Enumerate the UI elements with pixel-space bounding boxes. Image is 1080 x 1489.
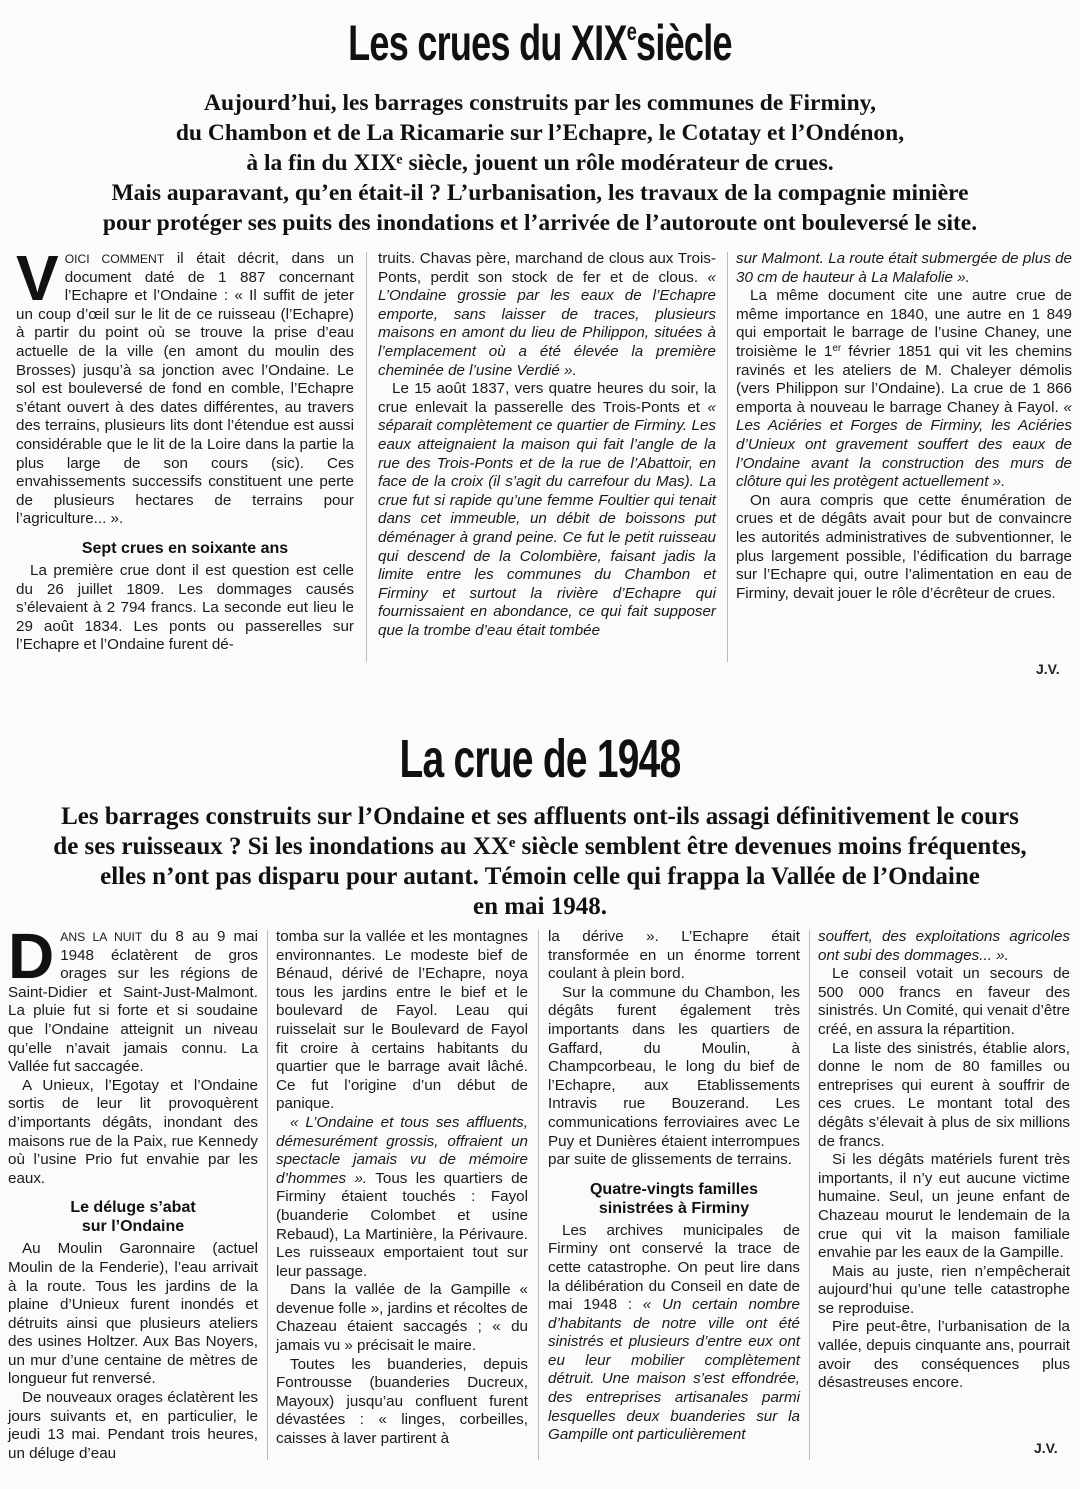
paragraph: tomba sur la vallée et les montagnes environnantes. Le modeste bief de Bénaud, dérivé de l’Echapre, noya tous les jardins entre le bief et le boulevard de Fayol. Leau qui ruisselait sur le Boulevard de Fayol fit croire à certains habitants du quartier que le barrage avait lâché. Ce fut l’origine d’un début de panique. [276, 928, 528, 1113]
paragraph [736, 287, 1072, 492]
dropcap: V [16, 242, 59, 314]
column-divider [267, 930, 268, 1460]
paragraph: Au Moulin Garonnaire (actuel Moulin de la Fenderie), l’eau arrivait à la route. Tous les jardins de la plaine d’Unieux furent inondés et détruits ainsi que plusieurs ateliers des usines Holtzer. Aux Bas Noyers, un mur d’une centaine de mètres de longueur fut renversé. [8, 1240, 258, 1388]
paragraph: On aura compris que cette énumération de crues et de dégâts avait pour but de convaincre les autorités administratives de subventionner, le plus largement possible, l’édification du barrage sur l’Echapre qui, outre l’alimentation en eau de Firminy, devait jouer le rôle d’écrêteur de crues. [736, 491, 1072, 602]
subheading-line: sinistrées à Firminy [598, 1199, 750, 1217]
quote-text: sur Malmont. La route était submergée de plus de 30 cm de hauteur à La Malafolie ». [736, 250, 1072, 286]
quote-text: « Les Aciéries et Forges de Firminy, les Aciéries d’Unieux ont gravement souffert des eaux de l’Ondaine avant la construction des murs de clôture qui les protègent actuellement ». [736, 398, 1072, 491]
lede-line: en mai 1948. [472, 893, 608, 920]
signature: J.V. [1034, 1440, 1058, 1456]
paragraph-text: truits. Chavas père, marchand de clous aux Trois-Ponts, perdit son stock de fer et de clous. [378, 250, 716, 286]
paragraph [548, 1222, 800, 1445]
paragraph-text: février 1851 qui vit les chemins ravinés et les ateliers de M. Chaleyer démolis (vers Philippon sur l’Ondaine). La crue de 1 866 emporta à nouveau le barrage Chaney à Fayol. [736, 342, 1072, 416]
lede-line: à la fin du XIXᵉ siècle, jouent un rôle modérateur de crues. [246, 150, 834, 176]
article2-column-3 [548, 928, 800, 1445]
paragraph: Pire peut-être, l’urbanisation de la vallée, depuis cinquante ans, pourrait avoir des conséquences plus désastreuses encore. [818, 1318, 1070, 1392]
column-divider [727, 252, 728, 662]
article1-column-1 [16, 242, 354, 655]
paragraph [8, 920, 258, 1077]
article2-column-2 [276, 928, 528, 1449]
paragraph [276, 1114, 528, 1281]
quote-text: souffert, des exploitations agricoles ont subi des dommages... ». [818, 928, 1070, 964]
article-crue-1948 [0, 700, 1080, 1489]
quote-text: « séparait complètement ce quartier de Firminy. Les eaux atteignaient la maison qui fait l’angle de la rue des Trois-Ponts et de la rue de l’Abattoir, en face de la croix (il s’agit du carrefour du Mas). La crue fut si rapide qu’une femme Foultier qui tenait dans cet immeuble, un débit de boissons put déménager à grand peine. Ce fut le petit ruisseau qui descend de la Colombière, faisant jadis la limite entre les communes du Chambon et Firminy et surtout la rivière d’Echapre qui fournissaient en abondance, ce qui fait supposer que la trombe d’eau était tombée [378, 398, 716, 639]
lede-line: Aujourd’hui, les barrages construits par les communes de Firminy, [204, 90, 876, 116]
paragraph-text: du 8 au 9 mai 1948 éclatèrent de gros orages sur les régions de Saint-Didier et Saint-Just-Malmont. La pluie fut si forte et si soudaine que l’Ondaine atteignit un niveau qu’elle n’avait jamais connu. La Vallée fut saccagée. [8, 928, 258, 1076]
dropcap: D [8, 920, 55, 992]
article2-column-1 [8, 920, 258, 1463]
column-divider [538, 930, 539, 1460]
lede-line: elles n’ont pas disparu pour autant. Témoin celle qui frappa la Vallée de l’Ondaine [100, 863, 980, 890]
subheading-line: Quatre-vingts familles [589, 1180, 759, 1198]
paragraph [378, 250, 716, 380]
quote-text: « L’Ondaine et tous ses affluents, démesurément grossis, offraient un spectacle jamais vu de mémoire d’hommes ». [276, 1113, 528, 1187]
paragraph: Sur la commune du Chambon, les dégâts furent également très importants dans les quartiers de Gaffard, du Moulin, à Champcorbeau, le long du bief de l’Echapre, aux Etablissements Intravis rue Bouzerand. Les communications ferroviaires avec Le Puy et Dunières étaient interrompues par suite de glissements de terrains. [548, 983, 800, 1169]
article2-column-4 [818, 928, 1070, 1393]
lede-line: Les barrages construits sur l’Ondaine et ses affluents ont-ils assagi définitivement le cours [61, 803, 1019, 830]
paragraph [16, 242, 354, 529]
paragraph-text: Les archives municipales de Firminy ont conservé la trace de cette catastrophe. On peut lire dans la délibération du Conseil en date de mai 1948 : [548, 1221, 800, 1314]
lede-line: du Chambon et de La Ricamarie sur l’Echapre, le Cotatay et l’Ondénon, [175, 120, 905, 146]
paragraph: La première crue dont il est question est celle du 26 juillet 1809. Les dommages causés s’élevaient à 2 794 francs. La seconde eut lieu le 29 août 1834. Les ponts ou passerelles sur l’Echapre et l’Ondaine furent dé- [16, 561, 354, 654]
paragraph [818, 928, 1070, 965]
paragraph-text: il était décrit, dans un document daté de 1 887 concernant l’Echapre et l’Ondaine : « Il suffit de jeter un coup d’œil sur le lit de ce ruisseau (l’Echapre) à partir du point où se trouve la prise d’eau actuelle de la ville (en amont du moulin des Brosses) jusqu’à sa jonction avec l’Ondaine. Le sol est bouleversé de fond en comble, l’Echapre s’étant ouvert à des dates différentes, au travers des terrains, plusieurs lits dont l’étendue est aussi considérable que le lit de la Loire dans la partie la plus large de son cours (sic). Ces envahissements successifs constituent une perte de plusieurs hectares de terrains pour l’agriculture... ». [16, 250, 354, 528]
lede-line: de ses ruisseaux ? Si les inondations au XXᵉ siècle semblent être devenues moins fréquentes, [53, 833, 1027, 860]
article2-lede [0, 802, 1080, 922]
paragraph: Mais au juste, rien n’empêcherait aujourd’hui qu’une telle catastrophe se reproduise. [818, 1262, 1070, 1317]
signature: J.V. [1036, 661, 1060, 677]
article1-lede [0, 88, 1080, 238]
paragraph-text: Tous les quartiers de Firminy étaient touchés : Fayol (buanderie Colombet et usine Rebaud), La Martinière, la Périvaure. Les ruisseaux emportaient tout sur leur passage. [276, 1169, 528, 1280]
paragraph: la dérive ». L’Echapre était transformée en un énorme torrent coulant à plein bord. [548, 928, 800, 983]
paragraph: De nouveaux orages éclatèrent les jours suivants et, en particulier, le jeudi 13 mai. Pendant trois heures, un déluge d’eau [8, 1389, 258, 1462]
superscript: er [832, 343, 842, 355]
article1-column-3 [736, 250, 1072, 603]
paragraph: Toutes les buanderies, depuis Fontrousse (buanderies Ducreux, Mayoux) jusqu’au confluent furent dévastées : « linges, corbeilles, caisses à laver partirent à [276, 1355, 528, 1448]
subheading-line: sur l’Ondaine [81, 1218, 185, 1236]
paragraph: A Unieux, l’Egotay et l’Ondaine sortis de leur lit provoquèrent d’importants dégâts, inondant des maisons rue de la Paix, rue Kennedy où l’usine Prio fut envahie par les eaux. [8, 1076, 258, 1187]
paragraph-text: Le 15 août 1837, vers quatre heures du soir, la crue enlevait la passerelle des Trois-Ponts et [378, 380, 716, 416]
article1-column-2 [378, 250, 716, 640]
article2-title: La crue de 1948 [399, 729, 681, 789]
quote-text: « L’Ondaine grossie par les eaux de l’Echapre emporte, sans laisser de traces, plusieurs maisons en amont du lieu de Philippon, situées à l’emplacement où a été élevée la première cheminée de l’usine Verdié ». [378, 268, 716, 379]
column-divider [366, 252, 367, 662]
paragraph: La liste des sinistrés, établie alors, donne le nom de 80 familles ou entreprises qui eurent à souffrir de ces crues. Le montant total des dégâts s’élevait à plus de six millions de francs. [818, 1039, 1070, 1150]
paragraph [736, 250, 1072, 287]
article1-title: Les crues du XIXesiècle [348, 15, 732, 71]
subheading [8, 1198, 258, 1236]
paragraph: Si les dégâts matériels furent très importants, il n’y eut aucune victime humaine. Seul, un jeune enfant de Chazeau mourut le lendemain de la crue qui vit la maison familiale envahie par les eaux de la Gampille. [818, 1151, 1070, 1262]
subheading-line: Le déluge s’abat [70, 1199, 196, 1217]
paragraph [378, 380, 716, 640]
quote-text: « Un certain nombre d’habitants de notre ville ont été sinistrés et plusieurs d’entre eux ont eu leur mobilier complètement détruit. Une maison s’est effondrée, des entreprises artisanales parmi lesquelles deux buanderies sur la Gampille ont particulièrement [548, 1296, 801, 1444]
lead-caps: OICI COMMENT [64, 252, 165, 266]
lead-caps: ANS LA NUIT [60, 930, 143, 944]
subheading: Sept crues en soixante ans [81, 539, 289, 557]
paragraph-text: La même document cite une autre crue de même importance en 1840, une autre en 1 849 qui emportait le barrage de l’usine Chaney, une troisième le 1 [736, 287, 1072, 360]
paragraph: Dans la vallée de la Gampille « devenue folle », jardins et récoltes de Chazeau étaient saccagés ; « du jamais vu » précisait le maire. [276, 1281, 528, 1355]
lede-line: pour protéger ses puits des inondations et l’arrivée de l’autoroute ont bouleversé le site. [102, 210, 978, 236]
article-crues-xixe [0, 0, 1080, 690]
subheading [548, 1180, 800, 1218]
column-divider [809, 930, 810, 1460]
paragraph: Le conseil votait un secours de 500 000 francs en faveur des sinistrés. Un Comité, qui venait d’être créé, en assura la répartition. [818, 965, 1070, 1038]
lede-line: Mais auparavant, qu’en était-il ? L’urbanisation, les travaux de la compagnie minière [111, 180, 969, 206]
